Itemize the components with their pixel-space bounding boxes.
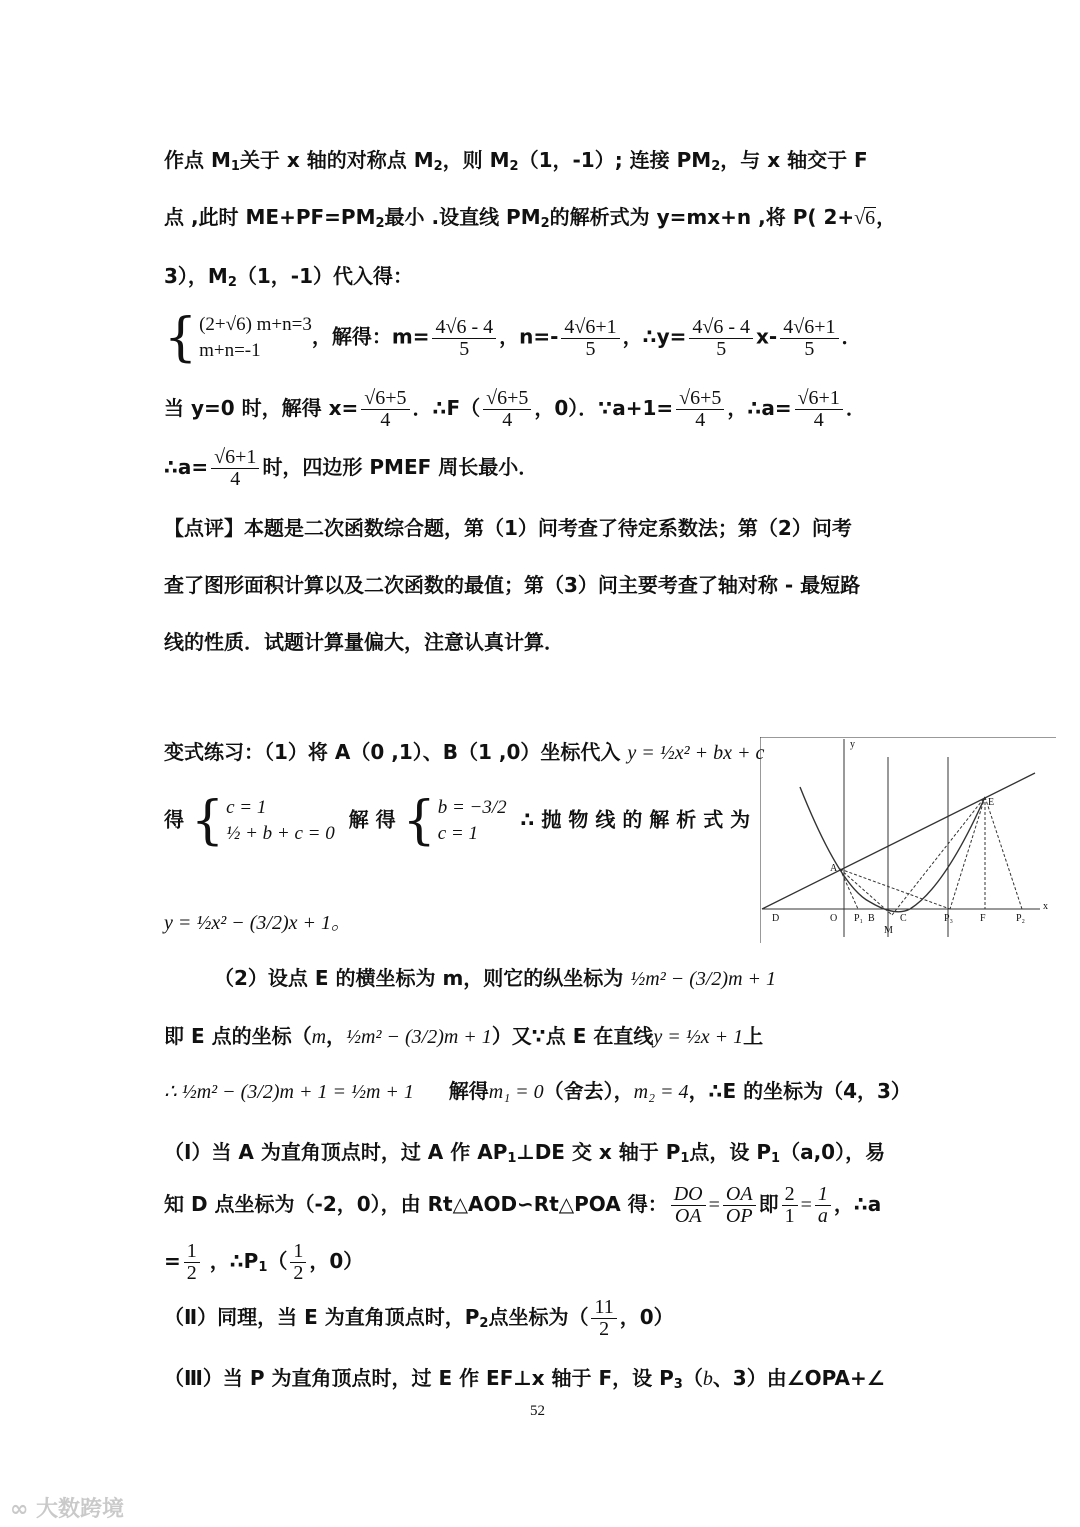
label-M: M <box>884 925 893 936</box>
variant-line-5: 即 E 点的坐标（m，½m² − (3/2)m + 1）又∵点 E 在直线y = ½x + 1上 <box>164 1024 764 1048</box>
fraction: $\frac{1}{2}$ <box>290 1241 306 1284</box>
label-D: D <box>772 913 780 924</box>
watermark: ∞ 大数跨境 <box>10 1497 125 1522</box>
label-A: A <box>830 863 838 874</box>
page-number: 52 <box>530 1403 545 1419</box>
label-F: F <box>980 913 986 924</box>
fraction: $\frac{4√6+1}{5}$ <box>780 317 838 360</box>
fraction: $\frac{1}{2}$ <box>184 1241 200 1284</box>
variant-line-1: 变式练习：（1）将 A（0 ,1）、B（1 ,0）坐标代入 y = ½x² + bx + c <box>164 740 765 764</box>
variant-line-7: （Ⅰ）当 A 为直角顶点时，过 A 作 $AP_1\perp DE$ 交 x 轴于 $P_1$点，设 $P_1(a,0)$，易 <box>164 1140 886 1166</box>
sqrt-six: 6 <box>865 207 876 229</box>
fraction: $\frac{√6+5}{4}$ <box>361 388 409 431</box>
equation-system-b: b = −3/2 c = 1 <box>437 797 507 844</box>
variant-line-10: （Ⅱ）同理，当 E 为直角顶点时，$P_2$点坐标为（ $\frac{11}{2}$ ，0） <box>164 1296 674 1340</box>
variant-line-6: ∴ ½m² − (3/2)m + 1 = ½m + 1 解得m₁ = 0（舍去），m₂ = 4，∴E 的坐标为（4，3） <box>164 1079 911 1103</box>
label-O: O <box>830 913 838 924</box>
label-B: B <box>868 913 875 924</box>
text-line-3: 3），$M_2(1$，-1）代入得： <box>164 264 414 290</box>
fraction: $\frac{1}{a}$ <box>815 1184 831 1227</box>
fraction: $\frac{√6+5}{4}$ <box>483 388 531 431</box>
comment-line-2: 查了图形面积计算以及二次函数的最值；第（3）问主要考查了轴对称 - 最短路 <box>164 573 861 597</box>
fraction: $\frac{DO}{OA}$ <box>671 1184 706 1227</box>
variant-line-2: 得 { c = 1 ½ + b + c = 0 解 得 { b = −3/2 c = 1 ∴ 抛 物 线 的 解 析 式 为 <box>164 791 751 851</box>
text-line-1: 作点 $M_1$关于 x 轴的对称点 $M_2$，则 $M_2(1$，-1）; 连接 $PM_2$，与 x 轴交于 F <box>164 148 868 174</box>
segment-EP3 <box>950 797 985 909</box>
system-brace: { <box>190 791 225 851</box>
comment-line-1: 【点评】本题是二次函数综合题，第（1）问考查了待定系数法；第（2）问考 <box>164 516 852 540</box>
watermark-logo-icon: ∞ <box>10 1497 29 1522</box>
parabola-curve <box>800 787 985 912</box>
fraction: $\frac{11}{2}$ <box>591 1297 616 1340</box>
text-line-6: ∴a= $\frac{√6+1}{4}$ 时，四边形 PMEF 周长最小． <box>164 446 539 490</box>
segment-AP3 <box>840 869 950 909</box>
equation-system: (2+√6) m+n=3 m+n=-1 <box>199 314 312 361</box>
label-P3: P₃ <box>944 913 954 924</box>
label-C: C <box>900 913 907 924</box>
label-P2: P₂ <box>1016 913 1026 924</box>
variant-line-8: 知 D 点坐标为（-2，0），由 Rt△AOD∽Rt△POA 得： $\frac{DO}{OA}$ = $\frac{OA}{OP}$ 即 $\frac{2}{1}$ = $\frac{1}{a}$ ，∴a <box>164 1183 882 1227</box>
fraction: $\frac{√6+1}{4}$ <box>211 447 259 490</box>
equation-system-line: { (2+√6) m+n=3 m+n=-1 ，解得：m= $\frac{4√6 - 4}{5}$ ，n=- $\frac{4√6+1}{5}$ ，∴y= $\frac{4√6 - 4}{5}$ x- $\frac{4√6+1}{5}$ ． <box>164 308 862 368</box>
fraction: $\frac{√6+5}{4}$ <box>676 388 724 431</box>
label-y: y <box>850 739 855 750</box>
fraction: $\frac{4√6 - 4}{5}$ <box>689 317 753 360</box>
variant-line-9: = $\frac{1}{2}$ ，$\therefore P_1$（ $\frac{1}{2}$ ，0） <box>164 1240 364 1284</box>
equation-system-a: c = 1 ½ + b + c = 0 <box>226 797 335 844</box>
segment-AM <box>840 869 892 915</box>
comment-line-3: 线的性质．试题计算量偏大，注意认真计算． <box>164 630 564 654</box>
variant-line-3: y = ½x² − (3/2)x + 1。 <box>164 912 351 934</box>
segment-ME <box>892 797 985 915</box>
label-E: E <box>988 797 995 808</box>
variant-line-4: （2）设点 E 的横坐标为 m，则它的纵坐标为 ½m² − (3/2)m + 1 <box>214 966 777 990</box>
variant-line-11: （Ⅲ）当 P 为直角顶点时，过 E 作 EF⊥x 轴于 F，设 $P_3(b$、3）由∠OPA+∠ <box>164 1366 885 1392</box>
system-brace: { <box>402 791 436 851</box>
system-brace: { <box>164 308 198 368</box>
label-x: x <box>1043 901 1048 912</box>
fraction: $\frac{4√6+1}{5}$ <box>561 317 619 360</box>
text-line-5: 当 y=0 时，解得 x= $\frac{√6+5}{4}$ ．∴F（ $\frac{√6+5}{4}$ ，0）．∵a+1= $\frac{√6+5}{4}$ ，∴a= $\frac{√6+1}{4}$ ． <box>164 387 866 431</box>
fraction: $\frac{√6+1}{4}$ <box>795 388 843 431</box>
text-line-2: 点 ,此时 $ME+PF=PM_2$最小 .设直线 $PM_2$的解析式为 y=mx+n ,将 P( 2+√6， <box>164 205 897 231</box>
label-P1: P₁ <box>854 913 864 924</box>
fraction: $\frac{OA}{OP}$ <box>723 1184 756 1227</box>
fraction: $\frac{4√6 - 4}{5}$ <box>432 317 496 360</box>
parabola-figure <box>760 737 1056 943</box>
fraction: $\frac{2}{1}$ <box>782 1184 798 1227</box>
segment-EP2 <box>985 797 1022 909</box>
